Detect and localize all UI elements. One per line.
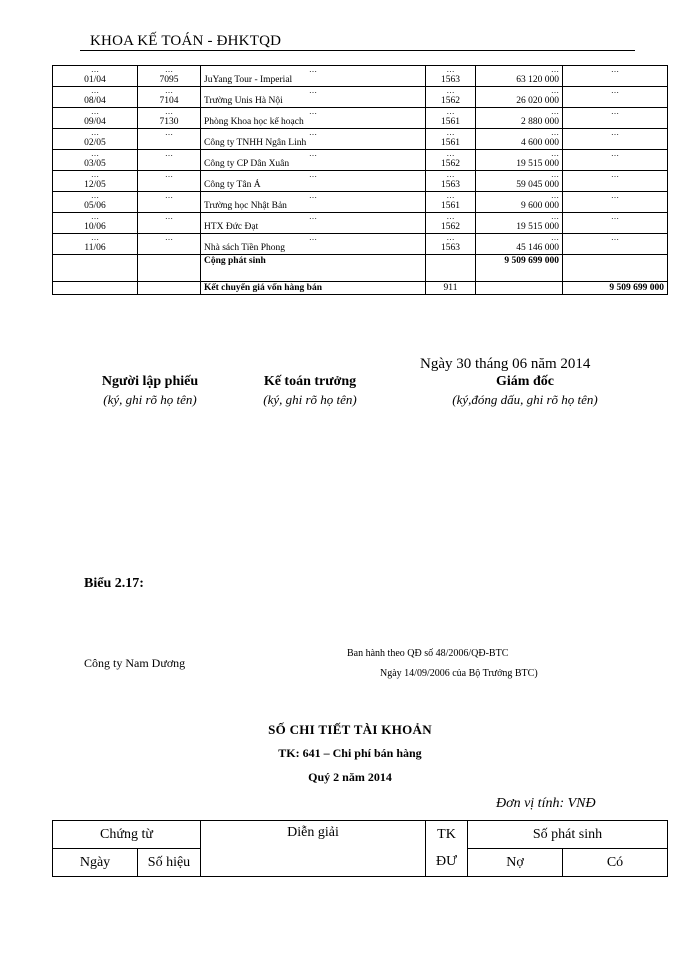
row-account: 1562 xyxy=(426,221,476,234)
ledger-row xyxy=(53,221,668,234)
ellipsis-cell: … xyxy=(138,108,201,117)
ellipsis-row xyxy=(53,150,668,159)
total-debit: 9 509 699 000 xyxy=(476,255,563,282)
row-credit xyxy=(563,95,668,108)
row-account: 1561 xyxy=(426,116,476,129)
header-rule xyxy=(80,50,635,51)
ellipsis-cell: … xyxy=(201,66,426,75)
col-amount: Số phát sinh xyxy=(468,821,668,849)
ellipsis-cell: … xyxy=(201,150,426,159)
row-debit: 2 880 000 xyxy=(476,116,563,129)
row-date: 09/04 xyxy=(53,116,138,129)
col-number: Số hiệu xyxy=(138,849,201,877)
row-account: 1563 xyxy=(426,242,476,255)
ellipsis-cell: … xyxy=(53,192,138,201)
row-description: Trường Unis Hà Nội xyxy=(201,95,426,108)
ledger-title: SỐ CHI TIẾT TÀI KHOẢN xyxy=(268,722,432,737)
ellipsis-cell: … xyxy=(563,234,668,243)
ellipsis-cell: … xyxy=(563,150,668,159)
signature-date: Ngày 30 tháng 06 năm 2014 xyxy=(420,356,591,372)
ellipsis-cell: … xyxy=(53,87,138,96)
row-credit xyxy=(563,116,668,129)
ellipsis-cell: … xyxy=(563,66,668,75)
col-credit: Có xyxy=(563,849,668,877)
preparer-title: Người lập phiếu xyxy=(101,374,199,389)
ellipsis-cell: … xyxy=(426,234,476,243)
ellipsis-cell: … xyxy=(53,171,138,180)
ledger-body xyxy=(53,66,668,295)
row-voucher-no xyxy=(138,179,201,192)
ellipsis-cell: … xyxy=(53,150,138,159)
row-date: 02/05 xyxy=(53,137,138,150)
director-title: Giám đốc xyxy=(496,374,554,389)
row-voucher-no xyxy=(138,137,201,150)
ellipsis-cell: … xyxy=(563,129,668,138)
ledger-row xyxy=(53,95,668,108)
ellipsis-cell: … xyxy=(201,129,426,138)
ellipsis-cell: … xyxy=(201,171,426,180)
total-label: Cộng phát sinh xyxy=(201,255,426,282)
ellipsis-cell: … xyxy=(201,192,426,201)
ellipsis-row xyxy=(53,213,668,222)
form-label: Biểu 2.17: xyxy=(84,576,144,591)
ellipsis-cell: … xyxy=(426,108,476,117)
signature-accountant xyxy=(235,374,385,408)
signature-preparer xyxy=(70,374,230,408)
col-voucher: Chứng từ xyxy=(53,821,201,849)
transfer-credit: 9 509 699 000 xyxy=(563,282,668,295)
ledger-row xyxy=(53,158,668,171)
total-empty xyxy=(138,255,201,282)
transfer-label: Kết chuyển giá vốn hàng bán xyxy=(201,282,426,295)
ellipsis-cell: … xyxy=(563,213,668,222)
col-tk-du: ĐƯ xyxy=(426,849,468,877)
ellipsis-cell: … xyxy=(201,87,426,96)
row-voucher-no: 7104 xyxy=(138,95,201,108)
ellipsis-cell: … xyxy=(426,213,476,222)
row-debit: 19 515 000 xyxy=(476,158,563,171)
signature-director xyxy=(425,374,625,408)
ellipsis-cell: … xyxy=(476,150,563,159)
row-credit xyxy=(563,158,668,171)
ellipsis-cell: … xyxy=(426,150,476,159)
row-description: Phòng Khoa học kế hoạch xyxy=(201,116,426,129)
period-title: Quý 2 năm 2014 xyxy=(308,770,392,784)
total-empty xyxy=(563,255,668,282)
ellipsis-cell: … xyxy=(563,87,668,96)
row-account: 1562 xyxy=(426,95,476,108)
ellipsis-cell: … xyxy=(426,129,476,138)
ellipsis-cell: … xyxy=(201,213,426,222)
total-row xyxy=(53,255,668,282)
row-description: Công ty CP Dân Xuân xyxy=(201,158,426,171)
ellipsis-cell: … xyxy=(53,108,138,117)
col-description: Diễn giải xyxy=(201,821,426,877)
ellipsis-row xyxy=(53,66,668,75)
decree-line-1: Ban hành theo QĐ số 48/2006/QĐ-BTC xyxy=(347,648,509,659)
row-debit: 59 045 000 xyxy=(476,179,563,192)
row-voucher-no: 7095 xyxy=(138,74,201,87)
ellipsis-cell: … xyxy=(563,192,668,201)
transfer-account: 911 xyxy=(426,282,476,295)
row-debit: 45 146 000 xyxy=(476,242,563,255)
ellipsis-cell: … xyxy=(563,171,668,180)
col-debit: Nợ xyxy=(468,849,563,877)
ellipsis-cell: … xyxy=(138,66,201,75)
row-credit xyxy=(563,200,668,213)
row-voucher-no xyxy=(138,242,201,255)
ellipsis-cell: … xyxy=(476,192,563,201)
row-account: 1563 xyxy=(426,74,476,87)
ellipsis-cell: … xyxy=(476,66,563,75)
ellipsis-cell: … xyxy=(563,108,668,117)
col-tk: TK xyxy=(426,821,468,849)
ellipsis-cell: … xyxy=(53,66,138,75)
row-description: JuYang Tour - Imperial xyxy=(201,74,426,87)
row-description: Công ty TNHH Ngân Linh xyxy=(201,137,426,150)
ellipsis-cell: … xyxy=(426,87,476,96)
ellipsis-cell: … xyxy=(138,150,201,159)
ellipsis-cell: … xyxy=(53,213,138,222)
company-name: Công ty Nam Dương xyxy=(84,656,186,670)
page-header: KHOA KẾ TOÁN - ĐHKTQD xyxy=(90,33,282,49)
account-title: TK: 641 – Chi phí bán hàng xyxy=(278,746,422,760)
ellipsis-cell: … xyxy=(138,87,201,96)
row-date: 03/05 xyxy=(53,158,138,171)
ellipsis-cell: … xyxy=(476,213,563,222)
ellipsis-cell: … xyxy=(426,66,476,75)
ellipsis-row xyxy=(53,192,668,201)
row-credit xyxy=(563,74,668,87)
row-voucher-no xyxy=(138,200,201,213)
row-account: 1563 xyxy=(426,179,476,192)
decree-line-2: Ngày 14/09/2006 của Bộ Trưởng BTC) xyxy=(380,668,538,679)
ellipsis-cell: … xyxy=(476,129,563,138)
ellipsis-cell: … xyxy=(201,234,426,243)
account-detail-table xyxy=(52,820,668,877)
ellipsis-cell: … xyxy=(138,129,201,138)
ledger-row xyxy=(53,242,668,255)
row-date: 01/04 xyxy=(53,74,138,87)
ellipsis-cell: … xyxy=(53,129,138,138)
ellipsis-row xyxy=(53,129,668,138)
ledger-row xyxy=(53,74,668,87)
col-date: Ngày xyxy=(53,849,138,877)
accountant-note: (ký, ghi rõ họ tên) xyxy=(263,392,357,407)
ledger-row xyxy=(53,200,668,213)
ellipsis-cell: … xyxy=(426,171,476,180)
row-date: 12/05 xyxy=(53,179,138,192)
row-date: 10/06 xyxy=(53,221,138,234)
row-description: Công ty Tân Á xyxy=(201,179,426,192)
ellipsis-row xyxy=(53,171,668,180)
row-credit xyxy=(563,179,668,192)
row-account: 1561 xyxy=(426,137,476,150)
ledger-row xyxy=(53,116,668,129)
ellipsis-cell: … xyxy=(201,108,426,117)
row-date: 08/04 xyxy=(53,95,138,108)
row-debit: 63 120 000 xyxy=(476,74,563,87)
ledger-row xyxy=(53,179,668,192)
transfer-empty xyxy=(476,282,563,295)
total-empty xyxy=(426,255,476,282)
row-account: 1561 xyxy=(426,200,476,213)
row-description: Trường học Nhật Bản xyxy=(201,200,426,213)
ellipsis-cell: … xyxy=(138,234,201,243)
ellipsis-cell: … xyxy=(138,171,201,180)
row-credit xyxy=(563,242,668,255)
transfer-row xyxy=(53,282,668,295)
row-voucher-no: 7130 xyxy=(138,116,201,129)
total-empty xyxy=(53,255,138,282)
row-date: 11/06 xyxy=(53,242,138,255)
ellipsis-cell: … xyxy=(476,87,563,96)
accountant-title: Kế toán trưởng xyxy=(263,374,357,389)
currency-unit: Đơn vị tính: VNĐ xyxy=(496,796,596,811)
ellipsis-row xyxy=(53,234,668,243)
transfer-empty xyxy=(53,282,138,295)
director-note: (ký,đóng dấu, ghi rõ họ tên) xyxy=(452,392,598,407)
ellipsis-row xyxy=(53,108,668,117)
row-debit: 4 600 000 xyxy=(476,137,563,150)
row-voucher-no xyxy=(138,158,201,171)
ellipsis-cell: … xyxy=(53,234,138,243)
row-description: Nhà sách Tiền Phong xyxy=(201,242,426,255)
preparer-note: (ký, ghi rõ họ tên) xyxy=(103,392,197,407)
ellipsis-cell: … xyxy=(476,108,563,117)
row-credit xyxy=(563,137,668,150)
ledger-table xyxy=(52,65,668,295)
ellipsis-row xyxy=(53,87,668,96)
transfer-empty xyxy=(138,282,201,295)
ellipsis-cell: … xyxy=(426,192,476,201)
ellipsis-cell: … xyxy=(138,213,201,222)
ellipsis-cell: … xyxy=(138,192,201,201)
ellipsis-cell: … xyxy=(476,234,563,243)
row-account: 1562 xyxy=(426,158,476,171)
row-debit: 26 020 000 xyxy=(476,95,563,108)
row-voucher-no xyxy=(138,221,201,234)
row-description: HTX Đức Đạt xyxy=(201,221,426,234)
row-date: 05/06 xyxy=(53,200,138,213)
ledger-row xyxy=(53,137,668,150)
row-debit: 9 600 000 xyxy=(476,200,563,213)
row-credit xyxy=(563,221,668,234)
ellipsis-cell: … xyxy=(476,171,563,180)
row-debit: 19 515 000 xyxy=(476,221,563,234)
